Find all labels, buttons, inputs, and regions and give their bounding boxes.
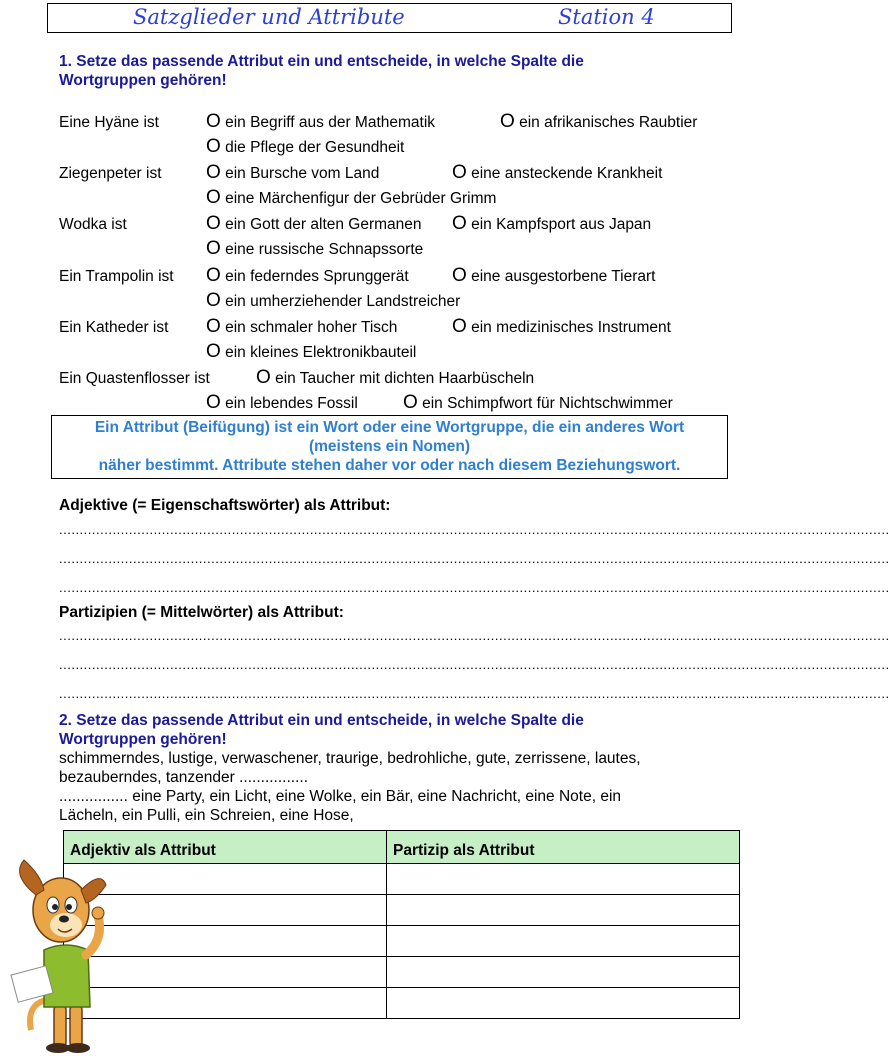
noun-list-line1: ................ eine Party, ein Licht, eine Wolke, ein Bär, eine Nachricht, eine Note, ein — [59, 788, 622, 805]
answer-option-label: eine Märchenfigur der Gebrüder Grimm — [225, 190, 497, 207]
table-cell[interactable] — [387, 926, 740, 957]
info-line3: näher bestimmt. Attribute stehen daher vor oder nach diesem Beziehungswort. — [98, 457, 681, 474]
table-cell[interactable] — [387, 988, 740, 1019]
column-header-adjective: Adjektiv als Attribut — [64, 831, 387, 864]
info-box — [51, 415, 728, 479]
task2-heading-line1: 2. Setze das passende Attribut ein und entscheide, in welche Spalte die — [59, 712, 584, 729]
task2-heading-line2: Wortgruppen gehören! — [59, 731, 227, 748]
answer-option[interactable] — [500, 111, 697, 133]
table-cell[interactable] — [387, 895, 740, 926]
info-line2: (meistens ein Nomen) — [308, 438, 471, 455]
answer-option[interactable] — [206, 187, 496, 209]
radio-circle-icon[interactable]: O — [206, 162, 221, 183]
item-subject: Ein Quastenflosser ist — [59, 370, 210, 387]
worksheet-title: Satzglieder und Attribute — [133, 5, 405, 29]
answer-option-label: ein medizinisches Instrument — [471, 319, 671, 336]
answer-option[interactable] — [452, 265, 656, 287]
answer-option-label: eine ansteckende Krankheit — [471, 165, 663, 182]
answer-line[interactable]: .......................................................................................................................................................................................................... — [59, 628, 890, 643]
answer-option-label: die Pflege der Gesundheit — [225, 139, 405, 156]
radio-circle-icon[interactable]: O — [452, 213, 467, 234]
answer-option-label: ein Bursche vom Land — [225, 165, 380, 182]
radio-circle-icon[interactable]: O — [206, 341, 221, 362]
adjective-section-heading: Adjektive (= Eigenschaftswörter) als Attribut: — [59, 497, 391, 514]
participle-section-heading: Partizipien (= Mittelwörter) als Attribut: — [59, 604, 344, 621]
radio-circle-icon[interactable]: O — [452, 316, 467, 337]
task1-heading-line2: Wortgruppen gehören! — [59, 72, 227, 89]
info-line1: Ein Attribut (Beifügung) ist ein Wort oder eine Wortgruppe, die ein anderes Wort — [94, 419, 685, 436]
answer-option-label: ein Gott der alten Germanen — [225, 216, 422, 233]
answer-option-label: ein Kampfsport aus Japan — [471, 216, 652, 233]
word-list — [59, 749, 719, 825]
task1-heading-line1: 1. Setze das passende Attribut ein und entscheide, in welche Spalte die — [59, 53, 584, 70]
radio-circle-icon[interactable]: O — [206, 136, 221, 157]
answer-option[interactable] — [206, 316, 397, 338]
item-subject: Ziegenpeter ist — [59, 165, 162, 182]
answer-option[interactable] — [452, 316, 671, 338]
answer-option[interactable] — [206, 392, 358, 414]
answer-option[interactable] — [403, 392, 673, 414]
answer-option[interactable] — [206, 341, 416, 363]
column-header-participle: Partizip als Attribut — [387, 831, 740, 864]
answer-option[interactable] — [206, 111, 435, 133]
table-cell[interactable] — [387, 957, 740, 988]
answer-line[interactable]: .......................................................................................................................................................................................................... — [59, 580, 890, 595]
radio-circle-icon[interactable]: O — [206, 238, 221, 259]
answer-option-label: ein Begriff aus der Mathematik — [225, 114, 436, 131]
answer-option-label: ein umherziehender Landstreicher — [225, 293, 461, 310]
answer-option-label: eine ausgestorbene Tierart — [471, 268, 656, 285]
answer-line[interactable]: .......................................................................................................................................................................................................... — [59, 657, 890, 672]
sorting-table — [63, 830, 740, 1019]
answer-option-label: ein Taucher mit dichten Haarbüscheln — [275, 370, 535, 387]
task1-heading — [59, 52, 584, 90]
answer-option[interactable] — [206, 238, 423, 260]
answer-option-label: ein schmaler hoher Tisch — [225, 319, 398, 336]
answer-option[interactable] — [206, 136, 404, 158]
radio-circle-icon[interactable]: O — [206, 213, 221, 234]
answer-line[interactable]: .......................................................................................................................................................................................................... — [59, 551, 890, 566]
answer-option-label: ein lebendes Fossil — [225, 395, 358, 412]
task2-heading — [59, 711, 584, 749]
radio-circle-icon[interactable]: O — [256, 367, 271, 388]
radio-circle-icon[interactable]: O — [206, 111, 221, 132]
answer-option[interactable] — [452, 213, 651, 235]
item-subject: Ein Katheder ist — [59, 319, 169, 336]
item-subject: Ein Trampolin ist — [59, 268, 174, 285]
answer-option[interactable] — [452, 162, 662, 184]
answer-option-label: ein afrikanisches Raubtier — [519, 114, 698, 131]
worksheet-header — [47, 3, 732, 33]
answer-option-label: ein federndes Sprunggerät — [225, 268, 409, 285]
answer-option[interactable] — [256, 367, 534, 389]
word-list-line1: schimmerndes, lustige, verwaschener, traurige, bedrohliche, gute, zerrissene, lautes, — [59, 750, 641, 767]
answer-line[interactable]: .......................................................................................................................................................................................................... — [59, 686, 890, 701]
radio-circle-icon[interactable]: O — [206, 290, 221, 311]
word-list-line2: bezauberndes, tanzender ................ — [59, 769, 309, 786]
radio-circle-icon[interactable]: O — [206, 392, 221, 413]
answer-option-label: eine russische Schnapssorte — [225, 241, 424, 258]
answer-option-label: ein kleines Elektronikbauteil — [225, 344, 417, 361]
radio-circle-icon[interactable]: O — [452, 162, 467, 183]
item-subject: Wodka ist — [59, 216, 127, 233]
radio-circle-icon[interactable]: O — [403, 392, 418, 413]
answer-option[interactable] — [206, 290, 460, 312]
answer-option[interactable] — [206, 213, 422, 235]
radio-circle-icon[interactable]: O — [500, 111, 515, 132]
answer-option[interactable] — [206, 265, 409, 287]
radio-circle-icon[interactable]: O — [206, 187, 221, 208]
radio-circle-icon[interactable]: O — [206, 265, 221, 286]
radio-circle-icon[interactable]: O — [452, 265, 467, 286]
table-cell[interactable] — [387, 864, 740, 895]
answer-line[interactable]: .......................................................................................................................................................................................................... — [59, 522, 890, 537]
item-subject: Eine Hyäne ist — [59, 114, 159, 131]
noun-list-line2: Lächeln, ein Pulli, ein Schreien, eine Hose, — [59, 807, 354, 824]
radio-circle-icon[interactable]: O — [206, 316, 221, 337]
answer-option[interactable] — [206, 162, 379, 184]
dog-mascot-illustration — [6, 855, 116, 1055]
answer-option-label: ein Schimpfwort für Nichtschwimmer — [422, 395, 673, 412]
station-label: Station 4 — [558, 5, 655, 29]
